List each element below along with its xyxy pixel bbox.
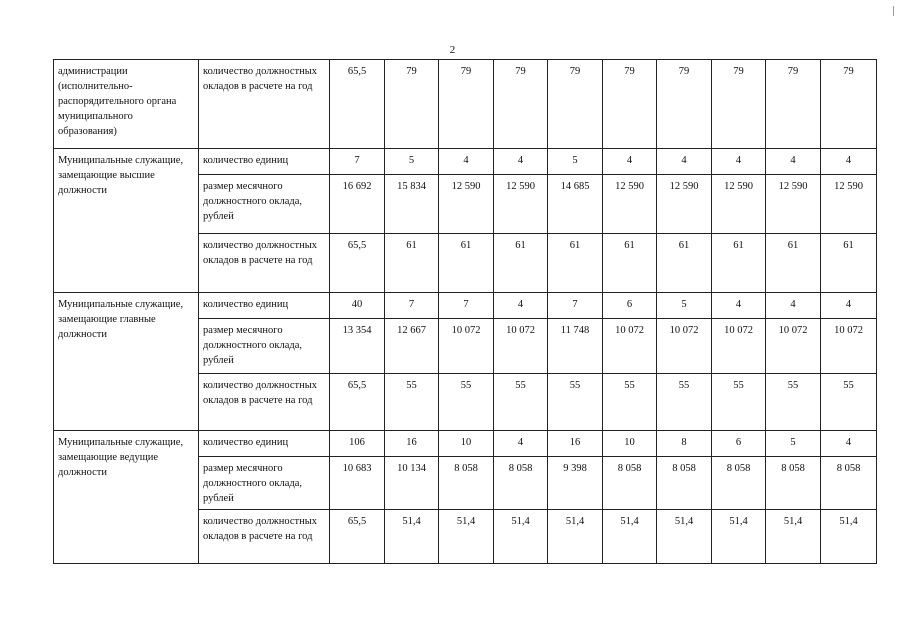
value-cell: 8 058 bbox=[439, 457, 494, 510]
metric-label: размер месячного должностного оклада, рублей bbox=[199, 319, 330, 374]
value-cell: 40 bbox=[330, 293, 385, 319]
value-cell: 55 bbox=[494, 374, 548, 431]
metric-label: количество единиц bbox=[199, 293, 330, 319]
value-cell: 79 bbox=[821, 60, 877, 149]
value-cell: 61 bbox=[439, 234, 494, 293]
value-cell: 51,4 bbox=[603, 510, 657, 564]
value-cell: 5 bbox=[385, 149, 439, 175]
value-cell: 79 bbox=[657, 60, 712, 149]
table-row bbox=[54, 431, 877, 457]
value-cell: 5 bbox=[548, 149, 603, 175]
value-cell: 12 590 bbox=[766, 175, 821, 234]
value-cell: 5 bbox=[657, 293, 712, 319]
value-cell: 16 692 bbox=[330, 175, 385, 234]
value-cell: 79 bbox=[548, 60, 603, 149]
value-cell: 79 bbox=[603, 60, 657, 149]
value-cell: 4 bbox=[657, 149, 712, 175]
value-cell: 55 bbox=[657, 374, 712, 431]
value-cell: 8 058 bbox=[766, 457, 821, 510]
value-cell: 55 bbox=[548, 374, 603, 431]
value-cell: 51,4 bbox=[821, 510, 877, 564]
metric-label: количество должностных окладов в расчете на год bbox=[199, 234, 330, 293]
row-group-label: Муниципальные служащие, замещающие высшие должности bbox=[54, 149, 199, 293]
value-cell: 4 bbox=[821, 149, 877, 175]
page-number: 2 bbox=[449, 44, 456, 56]
value-cell: 65,5 bbox=[330, 60, 385, 149]
metric-label: размер месячного должностного оклада, рублей bbox=[199, 457, 330, 510]
value-cell: 51,4 bbox=[712, 510, 766, 564]
value-cell: 10 072 bbox=[603, 319, 657, 374]
value-cell: 11 748 bbox=[548, 319, 603, 374]
value-cell: 4 bbox=[821, 293, 877, 319]
value-cell: 4 bbox=[712, 149, 766, 175]
table-row bbox=[54, 149, 877, 175]
table-row bbox=[54, 60, 877, 149]
value-cell: 16 bbox=[548, 431, 603, 457]
scan-edge-mark bbox=[893, 6, 894, 16]
value-cell: 4 bbox=[494, 149, 548, 175]
value-cell: 10 134 bbox=[385, 457, 439, 510]
value-cell: 65,5 bbox=[330, 234, 385, 293]
value-cell: 10 072 bbox=[657, 319, 712, 374]
value-cell: 4 bbox=[603, 149, 657, 175]
value-cell: 10 bbox=[439, 431, 494, 457]
value-cell: 4 bbox=[766, 149, 821, 175]
value-cell: 9 398 bbox=[548, 457, 603, 510]
value-cell: 7 bbox=[439, 293, 494, 319]
metric-label: количество должностных окладов в расчете на год bbox=[199, 510, 330, 564]
table-row bbox=[54, 293, 877, 319]
value-cell: 6 bbox=[712, 431, 766, 457]
value-cell: 55 bbox=[766, 374, 821, 431]
value-cell: 79 bbox=[712, 60, 766, 149]
value-cell: 106 bbox=[330, 431, 385, 457]
value-cell: 8 bbox=[657, 431, 712, 457]
value-cell: 65,5 bbox=[330, 510, 385, 564]
value-cell: 55 bbox=[439, 374, 494, 431]
value-cell: 10 072 bbox=[766, 319, 821, 374]
value-cell: 4 bbox=[494, 293, 548, 319]
value-cell: 55 bbox=[385, 374, 439, 431]
row-group-label: Муниципальные служащие, замещающие ведущие должности bbox=[54, 431, 199, 564]
value-cell: 61 bbox=[657, 234, 712, 293]
value-cell: 51,4 bbox=[439, 510, 494, 564]
value-cell: 14 685 bbox=[548, 175, 603, 234]
value-cell: 8 058 bbox=[821, 457, 877, 510]
value-cell: 79 bbox=[439, 60, 494, 149]
value-cell: 16 bbox=[385, 431, 439, 457]
value-cell: 8 058 bbox=[603, 457, 657, 510]
value-cell: 6 bbox=[603, 293, 657, 319]
metric-label: размер месячного должностного оклада, рублей bbox=[199, 175, 330, 234]
metric-label: количество единиц bbox=[199, 149, 330, 175]
value-cell: 12 590 bbox=[494, 175, 548, 234]
value-cell: 4 bbox=[821, 431, 877, 457]
value-cell: 4 bbox=[439, 149, 494, 175]
value-cell: 7 bbox=[385, 293, 439, 319]
value-cell: 51,4 bbox=[766, 510, 821, 564]
value-cell: 10 072 bbox=[439, 319, 494, 374]
value-cell: 55 bbox=[712, 374, 766, 431]
value-cell: 8 058 bbox=[494, 457, 548, 510]
value-cell: 51,4 bbox=[548, 510, 603, 564]
value-cell: 4 bbox=[712, 293, 766, 319]
value-cell: 12 590 bbox=[657, 175, 712, 234]
value-cell: 5 bbox=[766, 431, 821, 457]
value-cell: 4 bbox=[494, 431, 548, 457]
value-cell: 79 bbox=[494, 60, 548, 149]
value-cell: 61 bbox=[766, 234, 821, 293]
value-cell: 61 bbox=[548, 234, 603, 293]
value-cell: 10 072 bbox=[821, 319, 877, 374]
row-group-label: администрации (исполнительно-распорядительного органа муниципального образования) bbox=[54, 60, 199, 149]
value-cell: 10 bbox=[603, 431, 657, 457]
value-cell: 12 590 bbox=[439, 175, 494, 234]
metric-label: количество должностных окладов в расчете на год bbox=[199, 374, 330, 431]
value-cell: 65,5 bbox=[330, 374, 385, 431]
value-cell: 12 667 bbox=[385, 319, 439, 374]
value-cell: 51,4 bbox=[657, 510, 712, 564]
value-cell: 7 bbox=[330, 149, 385, 175]
value-cell: 61 bbox=[712, 234, 766, 293]
value-cell: 61 bbox=[494, 234, 548, 293]
value-cell: 13 354 bbox=[330, 319, 385, 374]
value-cell: 12 590 bbox=[821, 175, 877, 234]
value-cell: 61 bbox=[385, 234, 439, 293]
value-cell: 61 bbox=[603, 234, 657, 293]
value-cell: 51,4 bbox=[385, 510, 439, 564]
value-cell: 12 590 bbox=[603, 175, 657, 234]
metric-label: количество единиц bbox=[199, 431, 330, 457]
row-group-label: Муниципальные служащие, замещающие главные должности bbox=[54, 293, 199, 431]
metric-label: количество должностных окладов в расчете на год bbox=[199, 60, 330, 149]
value-cell: 10 683 bbox=[330, 457, 385, 510]
value-cell: 61 bbox=[821, 234, 877, 293]
value-cell: 8 058 bbox=[712, 457, 766, 510]
value-cell: 8 058 bbox=[657, 457, 712, 510]
value-cell: 10 072 bbox=[712, 319, 766, 374]
value-cell: 15 834 bbox=[385, 175, 439, 234]
value-cell: 10 072 bbox=[494, 319, 548, 374]
value-cell: 79 bbox=[766, 60, 821, 149]
value-cell: 4 bbox=[766, 293, 821, 319]
value-cell: 51,4 bbox=[494, 510, 548, 564]
value-cell: 79 bbox=[385, 60, 439, 149]
value-cell: 55 bbox=[821, 374, 877, 431]
value-cell: 7 bbox=[548, 293, 603, 319]
value-cell: 12 590 bbox=[712, 175, 766, 234]
salary-table bbox=[53, 59, 877, 564]
value-cell: 55 bbox=[603, 374, 657, 431]
